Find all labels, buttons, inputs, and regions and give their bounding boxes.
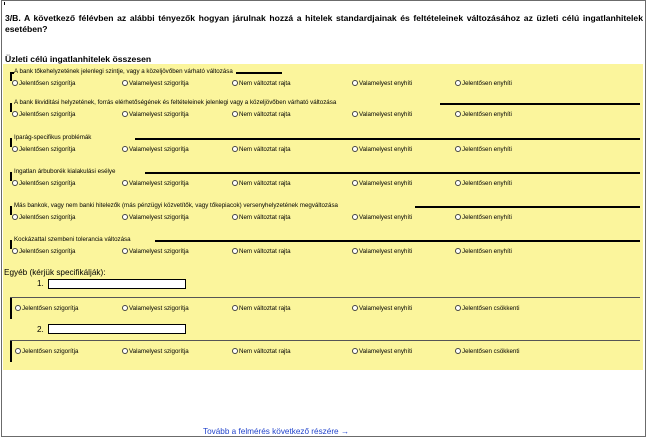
radio-button[interactable] xyxy=(232,348,238,354)
other-item-2-number: 2. xyxy=(37,325,44,334)
radio-option[interactable] xyxy=(232,213,291,222)
radio-option[interactable] xyxy=(122,179,189,188)
radio-button[interactable] xyxy=(12,248,18,254)
radio-option[interactable] xyxy=(455,213,512,222)
radio-label: Valamelyest szigorítja xyxy=(129,214,189,221)
radio-button[interactable] xyxy=(122,80,128,86)
radio-button[interactable] xyxy=(12,111,18,117)
radio-button[interactable] xyxy=(352,305,358,311)
radio-option[interactable] xyxy=(12,179,75,188)
group-title: Más bankok, vagy nem banki hitelezők (más pénzügyi közvetítők, vagy tőkepiacok) versenyhelyzetének megváltozása xyxy=(14,201,341,210)
radio-button[interactable] xyxy=(122,146,128,152)
radio-option[interactable] xyxy=(122,247,189,256)
radio-label: Jelentősen szigorítja xyxy=(19,80,76,87)
radio-option[interactable] xyxy=(12,213,75,222)
radio-option[interactable] xyxy=(232,79,291,88)
other-item-1-number: 1. xyxy=(37,279,44,288)
radio-button[interactable] xyxy=(232,80,238,86)
radio-label: Valamelyest enyhíti xyxy=(359,111,413,118)
radio-button[interactable] xyxy=(122,348,128,354)
radio-label: Jelentősen enyhíti xyxy=(462,80,512,87)
radio-button[interactable] xyxy=(352,214,358,220)
radio-label: Nem változtat rajta xyxy=(239,180,291,187)
radio-label: Jelentősen enyhíti xyxy=(462,180,512,187)
radio-option[interactable] xyxy=(232,304,291,313)
group-border xyxy=(135,138,640,140)
radio-option[interactable] xyxy=(232,110,291,119)
other-item-1-options xyxy=(10,297,640,319)
radio-label: Jelentősen enyhíti xyxy=(462,248,512,255)
radio-option[interactable] xyxy=(122,213,189,222)
radio-button[interactable] xyxy=(455,305,461,311)
radio-option[interactable] xyxy=(12,79,75,88)
radio-option[interactable] xyxy=(352,145,412,154)
radio-label: Jelentősen szigorítja xyxy=(22,348,79,355)
radio-button[interactable] xyxy=(455,248,461,254)
radio-button[interactable] xyxy=(455,180,461,186)
radio-label: Nem változtat rajta xyxy=(239,80,291,87)
radio-option[interactable] xyxy=(352,347,412,356)
radio-label: Valamelyest szigorítja xyxy=(129,305,189,312)
radio-label: Nem változtat rajta xyxy=(239,305,291,312)
radio-label: Valamelyest szigorítja xyxy=(129,80,189,87)
radio-label: Nem változtat rajta xyxy=(239,111,291,118)
radio-button[interactable] xyxy=(12,146,18,152)
radio-option[interactable] xyxy=(352,247,412,256)
radio-option[interactable] xyxy=(232,247,291,256)
radio-button[interactable] xyxy=(232,146,238,152)
radio-option[interactable] xyxy=(122,347,189,356)
radio-label: Jelentősen szigorítja xyxy=(19,214,76,221)
radio-option[interactable] xyxy=(455,110,512,119)
radio-label: Valamelyest enyhíti xyxy=(359,248,413,255)
radio-option[interactable] xyxy=(352,304,412,313)
radio-label: Valamelyest enyhíti xyxy=(359,180,413,187)
radio-option[interactable] xyxy=(352,110,412,119)
group-title: Kockázattal szembeni tolerancia változása xyxy=(14,235,134,244)
radio-label: Valamelyest enyhíti xyxy=(359,305,413,312)
group-border xyxy=(145,172,640,174)
radio-label: Valamelyest enyhíti xyxy=(359,80,413,87)
radio-label: Jelentősen csökkenti xyxy=(462,348,520,355)
radio-label: Jelentősen enyhíti xyxy=(462,214,512,221)
next-section-link[interactable]: Tovább a felmérés következő részére → xyxy=(203,427,350,436)
other-item-2-options xyxy=(10,340,640,362)
group-border xyxy=(440,103,640,105)
radio-button[interactable] xyxy=(232,111,238,117)
radio-button[interactable] xyxy=(455,214,461,220)
radio-button[interactable] xyxy=(352,111,358,117)
radio-label: Nem változtat rajta xyxy=(239,348,291,355)
radio-option[interactable] xyxy=(232,179,291,188)
radio-option[interactable] xyxy=(455,145,512,154)
radio-button[interactable] xyxy=(352,80,358,86)
radio-option[interactable] xyxy=(455,347,519,356)
radio-label: Valamelyest szigorítja xyxy=(129,146,189,153)
radio-label: Valamelyest szigorítja xyxy=(129,348,189,355)
radio-label: Jelentősen csökkenti xyxy=(462,305,520,312)
radio-option[interactable] xyxy=(122,79,189,88)
radio-label: Valamelyest enyhíti xyxy=(359,348,413,355)
radio-label: Nem változtat rajta xyxy=(239,248,291,255)
radio-button[interactable] xyxy=(352,146,358,152)
radio-button[interactable] xyxy=(12,180,18,186)
radio-option[interactable] xyxy=(352,213,412,222)
radio-button[interactable] xyxy=(232,214,238,220)
other-label: Egyéb (kérjük specifikálják): xyxy=(4,268,106,277)
question-text: 3/B. A következő félévben az alábbi tényezők hogyan járulnak hozzá a hitelek standardjainak és feltételeinek változásához az üzleti célú ingatlanhitelek esetében? xyxy=(5,13,643,34)
radio-button[interactable] xyxy=(12,80,18,86)
radio-option[interactable] xyxy=(12,247,75,256)
radio-button[interactable] xyxy=(232,180,238,186)
group-border xyxy=(415,206,640,208)
radio-option[interactable] xyxy=(122,110,189,119)
group-title: A bank tőkehelyzetének jelenlegi szintje, vagy a közeljövőben várható változása xyxy=(14,67,236,76)
radio-button[interactable] xyxy=(455,348,461,354)
group-title: Ingatlan árbuborék kialakulási esélye xyxy=(14,167,118,176)
radio-label: Jelentősen szigorítja xyxy=(19,180,76,187)
radio-button[interactable] xyxy=(122,180,128,186)
other-item-2-input[interactable] xyxy=(48,324,186,334)
radio-button[interactable] xyxy=(122,248,128,254)
radio-button[interactable] xyxy=(15,305,21,311)
radio-label: Jelentősen szigorítja xyxy=(19,248,76,255)
other-item-1-input[interactable] xyxy=(48,279,186,289)
radio-button[interactable] xyxy=(122,214,128,220)
radio-label: Valamelyest enyhíti xyxy=(359,214,413,221)
radio-button[interactable] xyxy=(455,146,461,152)
radio-button[interactable] xyxy=(12,214,18,220)
radio-label: Nem változtat rajta xyxy=(239,146,291,153)
radio-option[interactable] xyxy=(455,179,512,188)
group-title: A bank likviditási helyzetének, forrás elérhetőségének és feltételeinek jelenlegi vagy a közeljövőben várható változása xyxy=(14,98,339,107)
radio-button[interactable] xyxy=(455,111,461,117)
radio-button[interactable] xyxy=(352,248,358,254)
radio-option[interactable] xyxy=(12,110,75,119)
radio-label: Jelentősen enyhíti xyxy=(462,146,512,153)
radio-label: Valamelyest enyhíti xyxy=(359,146,413,153)
radio-option[interactable] xyxy=(455,304,519,313)
section-title: Üzleti célú ingatlanhitelek összesen xyxy=(5,54,152,64)
group-border xyxy=(155,240,640,242)
radio-label: Valamelyest szigorítja xyxy=(129,248,189,255)
radio-option[interactable] xyxy=(15,304,78,313)
radio-option[interactable] xyxy=(12,145,75,154)
group-border xyxy=(10,297,640,298)
top-marker xyxy=(4,2,5,5)
radio-option[interactable] xyxy=(15,347,78,356)
radio-option[interactable] xyxy=(232,347,291,356)
radio-button[interactable] xyxy=(352,180,358,186)
radio-option[interactable] xyxy=(232,145,291,154)
radio-label: Jelentősen szigorítja xyxy=(19,111,76,118)
radio-option[interactable] xyxy=(122,145,189,154)
group-title: Iparág-specifikus problémák xyxy=(14,133,94,142)
radio-option[interactable] xyxy=(455,247,512,256)
radio-button[interactable] xyxy=(122,305,128,311)
radio-button[interactable] xyxy=(122,111,128,117)
group-border xyxy=(10,340,640,341)
radio-label: Valamelyest szigorítja xyxy=(129,180,189,187)
radio-option[interactable] xyxy=(352,179,412,188)
radio-label: Jelentősen szigorítja xyxy=(22,305,79,312)
radio-button[interactable] xyxy=(232,305,238,311)
radio-label: Jelentősen enyhíti xyxy=(462,111,512,118)
radio-button[interactable] xyxy=(352,348,358,354)
radio-label: Nem változtat rajta xyxy=(239,214,291,221)
radio-label: Jelentősen szigorítja xyxy=(19,146,76,153)
radio-label: Valamelyest szigorítja xyxy=(129,111,189,118)
radio-button[interactable] xyxy=(455,80,461,86)
radio-button[interactable] xyxy=(15,348,21,354)
radio-option[interactable] xyxy=(352,79,412,88)
radio-button[interactable] xyxy=(232,248,238,254)
radio-option[interactable] xyxy=(122,304,189,313)
radio-option[interactable] xyxy=(455,79,512,88)
